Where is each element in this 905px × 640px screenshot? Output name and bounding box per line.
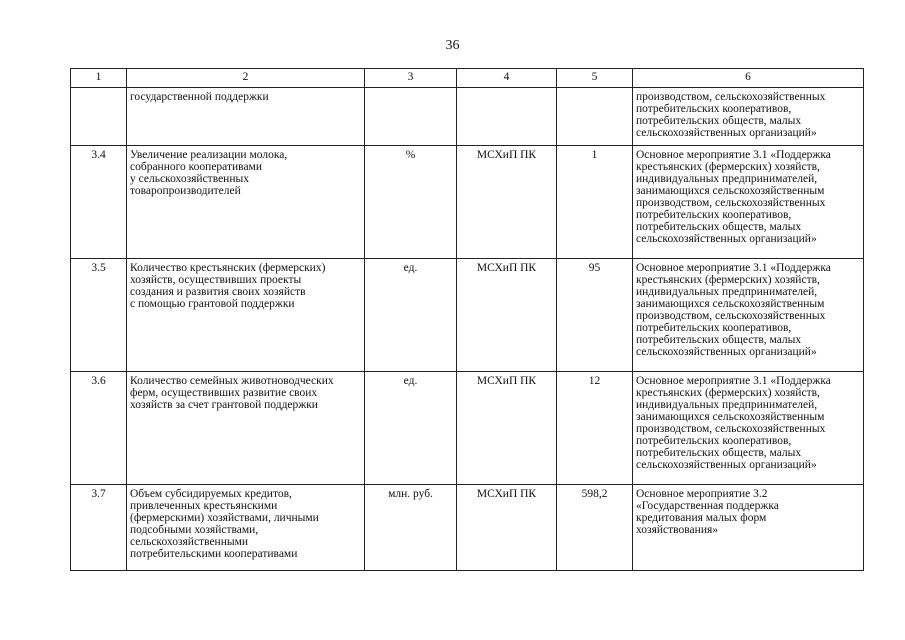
executor: МСХиП ПК	[457, 146, 557, 259]
unit-of-measure: %	[365, 146, 457, 259]
indicator-value	[557, 88, 633, 146]
table-row	[71, 146, 864, 259]
program-activity: Основное мероприятие 3.1 «Поддержка крестьянских (фермерских) хозяйств, индивидуальных предпринимателей, занимающихся сельскохозяйственным производством, сельскохозяйственных потребительских кооперативов, потребительских обществ, малых сельскохозяйственных организаций»	[633, 146, 864, 259]
indicator-name: Количество крестьянских (фермерских) хозяйств, осуществивших проекты создания и развития своих хозяйств с помощью грантовой поддержки	[127, 259, 365, 372]
page-number: 36	[445, 38, 460, 53]
table-header-row	[71, 69, 864, 88]
executor: МСХиП ПК	[457, 372, 557, 485]
indicators-table	[70, 68, 864, 571]
program-activity: Основное мероприятие 3.1 «Поддержка крестьянских (фермерских) хозяйств, индивидуальных предпринимателей, занимающихся сельскохозяйственным производством, сельскохозяйственных потребительских кооперативов, потребительских обществ, малых сельскохозяйственных организаций»	[633, 372, 864, 485]
column-header: 5	[557, 69, 633, 88]
indicator-value: 12	[557, 372, 633, 485]
indicator-name: Количество семейных животноводческих ферм, осуществивших развитие своих хозяйств за счет грантовой поддержки	[127, 372, 365, 485]
unit-of-measure: млн. руб.	[365, 485, 457, 571]
indicator-value: 1	[557, 146, 633, 259]
table-row	[71, 485, 864, 571]
column-header: 3	[365, 69, 457, 88]
table-row	[71, 372, 864, 485]
indicator-name: государственной поддержки	[127, 88, 365, 146]
row-number: 3.7	[71, 485, 127, 571]
row-number: 3.5	[71, 259, 127, 372]
executor	[457, 88, 557, 146]
indicator-name: Объем субсидируемых кредитов, привлеченных крестьянскими (фермерскими) хозяйствами, личными подсобными хозяйствами, сельскохозяйственными потребительскими кооперативами	[127, 485, 365, 571]
executor: МСХиП ПК	[457, 259, 557, 372]
program-activity: Основное мероприятие 3.1 «Поддержка крестьянских (фермерских) хозяйств, индивидуальных предпринимателей, занимающихся сельскохозяйственным производством, сельскохозяйственных потребительских кооперативов, потребительских обществ, малых сельскохозяйственных организаций»	[633, 259, 864, 372]
column-header: 1	[71, 69, 127, 88]
row-number: 3.4	[71, 146, 127, 259]
indicator-value: 95	[557, 259, 633, 372]
row-number	[71, 88, 127, 146]
table-row	[71, 259, 864, 372]
indicator-value: 598,2	[557, 485, 633, 571]
unit-of-measure: ед.	[365, 259, 457, 372]
indicator-name: Увеличение реализации молока, собранного кооперативами у сельскохозяйственных товаропроизводителей	[127, 146, 365, 259]
column-header: 2	[127, 69, 365, 88]
program-activity: производством, сельскохозяйственных потребительских кооперативов, потребительских обществ, малых сельскохозяйственных организаций»	[633, 88, 864, 146]
column-header: 6	[633, 69, 864, 88]
row-number: 3.6	[71, 372, 127, 485]
column-header: 4	[457, 69, 557, 88]
program-activity: Основное мероприятие 3.2 «Государственная поддержка кредитования малых форм хозяйствования»	[633, 485, 864, 571]
unit-of-measure: ед.	[365, 372, 457, 485]
unit-of-measure	[365, 88, 457, 146]
executor: МСХиП ПК	[457, 485, 557, 571]
table-row	[71, 88, 864, 146]
